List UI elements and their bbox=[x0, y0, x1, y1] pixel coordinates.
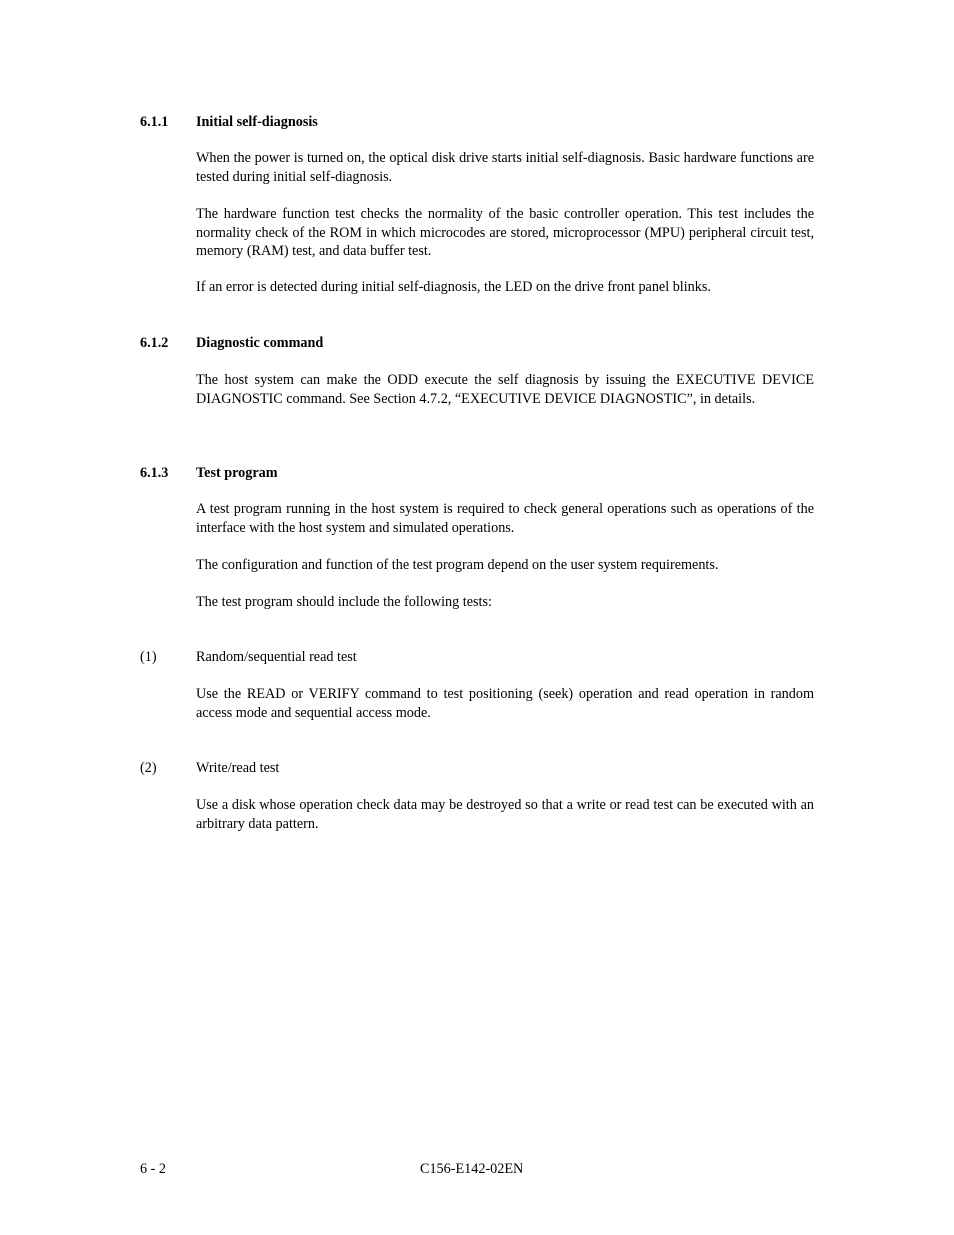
section-heading-6-1-3 bbox=[140, 464, 278, 483]
section-number: 6.1.2 bbox=[140, 335, 169, 351]
paragraph: When the power is turned on, the optical disk drive starts initial self-diagnosis. Basic hardware functions are tested during initial self-diagnosis. bbox=[196, 150, 814, 185]
section-title: Diagnostic command bbox=[196, 335, 324, 351]
section-title: Test program bbox=[196, 465, 278, 481]
section-heading-6-1-2 bbox=[140, 334, 323, 353]
list-item-number: (2) bbox=[140, 760, 157, 776]
paragraph: Use the READ or VERIFY command to test positioning (seek) operation and read operation in random access mode and sequential access mode. bbox=[196, 686, 814, 721]
section-heading-6-1-1 bbox=[140, 113, 318, 132]
paragraph: The configuration and function of the test program depend on the user system requirements. bbox=[196, 557, 719, 573]
paragraph: The host system can make the ODD execute the self diagnosis by issuing the EXECUTIVE DEVICE DIAGNOSTIC command. See Section 4.7.2, “EXECUTIVE DEVICE DIAGNOSTIC”, in details. bbox=[196, 372, 814, 407]
section-title: Initial self-diagnosis bbox=[196, 114, 318, 130]
list-item-heading bbox=[140, 648, 357, 667]
paragraph: A test program running in the host system is required to check general operations such as operations of the interface with the host system and simulated operations. bbox=[196, 501, 814, 536]
document-code: C156-E142-02EN bbox=[420, 1161, 524, 1177]
paragraph: If an error is detected during initial self-diagnosis, the LED on the drive front panel blinks. bbox=[196, 279, 711, 295]
list-item-number: (1) bbox=[140, 649, 157, 665]
list-item-heading bbox=[140, 759, 279, 778]
paragraph: Use a disk whose operation check data may be destroyed so that a write or read test can be executed with an arbitrary data pattern. bbox=[196, 797, 814, 832]
paragraph: The test program should include the following tests: bbox=[196, 594, 492, 610]
page-number: 6 - 2 bbox=[140, 1161, 167, 1177]
paragraph: The hardware function test checks the normality of the basic controller operation. This test includes the normality check of the ROM in which microcodes are stored, microprocessor (MPU) peripheral circuit test, memory (RAM) test, and data buffer test. bbox=[196, 206, 814, 260]
list-item-title: Random/sequential read test bbox=[196, 649, 357, 665]
section-number: 6.1.3 bbox=[140, 465, 169, 481]
list-item-title: Write/read test bbox=[196, 760, 280, 776]
section-number: 6.1.1 bbox=[140, 114, 169, 130]
